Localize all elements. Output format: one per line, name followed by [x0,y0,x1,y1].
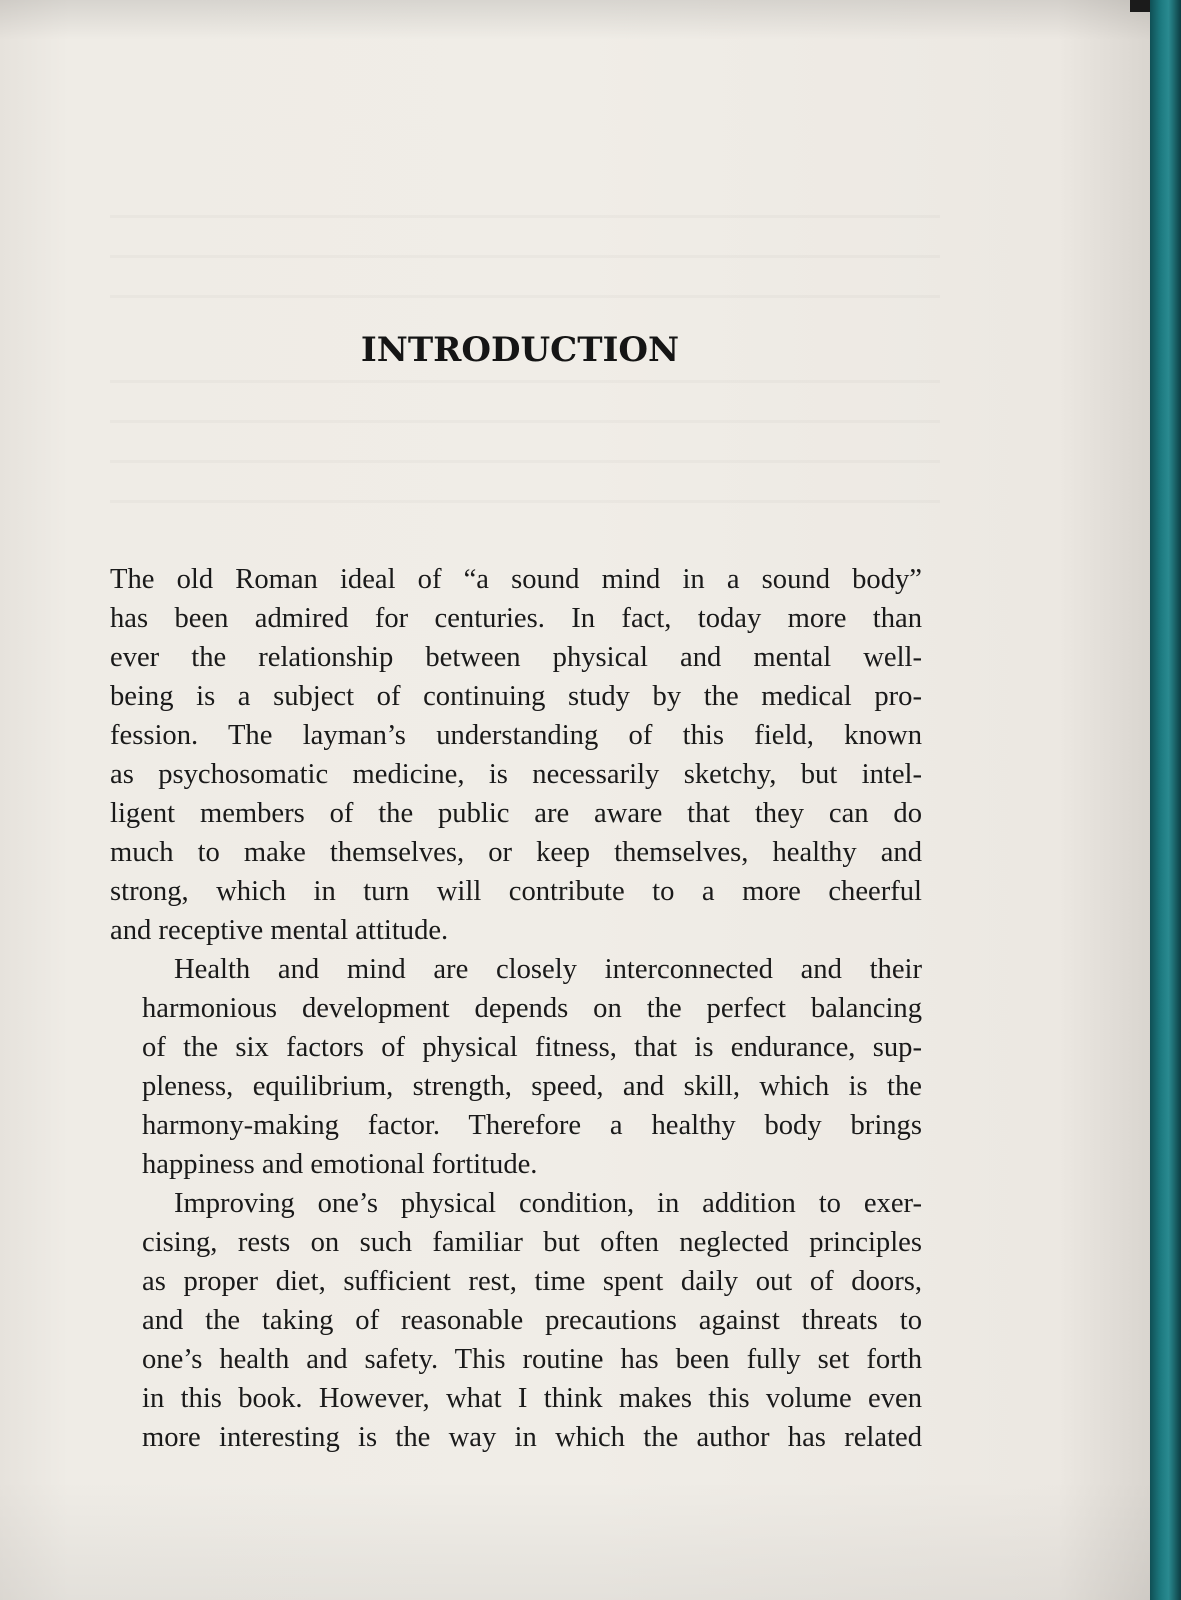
text-line: has been admired for centuries. In fact, today more than [110,603,922,634]
bleed-through-line [110,215,940,218]
text-line: harmony-making factor. Therefore a healthy body brings [142,1110,922,1141]
text-line: more interesting is the way in which the author has related [142,1422,922,1453]
text-line: ligent members of the public are aware that they can do [110,798,922,829]
text-line: much to make themselves, or keep themselves, healthy and [110,837,922,868]
text-line: happiness and emotional fortitude. [142,1149,538,1180]
book-cover-edge [1150,0,1181,1600]
text-line: one’s health and safety. This routine has been fully set forth [142,1344,922,1375]
bleed-through-line [110,500,940,503]
text-line: Improving one’s physical condition, in addition to exer- [174,1188,922,1219]
paragraph-2 [110,950,922,1184]
text-line: and receptive mental attitude. [110,915,449,946]
paragraph-3 [110,1184,922,1457]
text-line: strong, which in turn will contribute to a more cheerful [110,876,922,907]
text-line: as proper diet, sufficient rest, time spent daily out of doors, [142,1266,922,1297]
paragraph-1 [110,560,922,950]
bleed-through-line [110,295,940,298]
body-text [110,560,922,1457]
text-line: harmonious development depends on the perfect balancing [142,993,922,1024]
text-line: pleness, equilibrium, strength, speed, and skill, which is the [142,1071,922,1102]
text-line: of the six factors of physical fitness, that is endurance, sup- [142,1032,922,1063]
text-line: being is a subject of continuing study by the medical pro- [110,681,922,712]
text-line: The old Roman ideal of “a sound mind in a sound body” [110,564,922,595]
text-line: Health and mind are closely interconnected and their [174,954,922,985]
chapter-heading: INTRODUCTION [360,330,680,370]
bleed-through-line [110,255,940,258]
text-line: in this book. However, what I think makes this volume even [142,1383,922,1414]
bleed-through-line [110,420,940,423]
text-line: as psychosomatic medicine, is necessarily sketchy, but intel- [110,759,922,790]
text-line: ever the relationship between physical and mental well- [110,642,922,673]
page-bottom-shadow [0,1480,1150,1600]
text-line: and the taking of reasonable precautions against threats to [142,1305,922,1336]
page-top-shadow [0,0,1150,40]
bleed-through-line [110,460,940,463]
text-line: cising, rests on such familiar but often neglected principles [142,1227,922,1258]
bleed-through-line [110,380,940,383]
text-line: fession. The layman’s understanding of this field, known [110,720,922,751]
